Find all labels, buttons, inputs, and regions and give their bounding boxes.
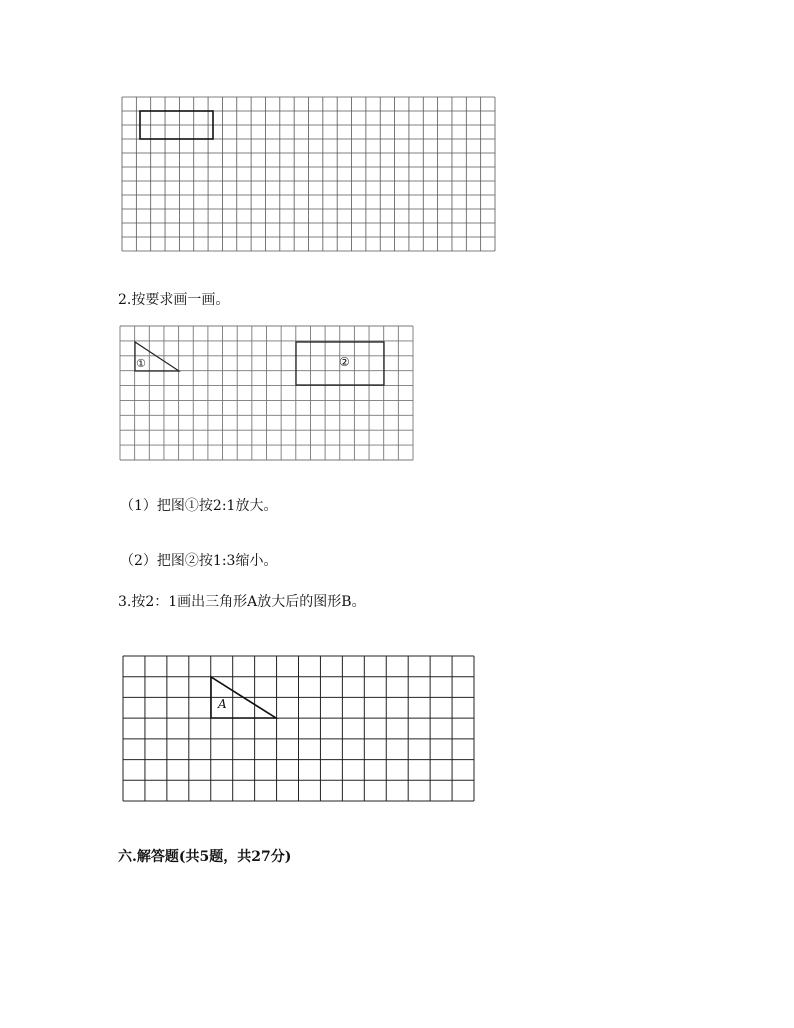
question-3-title: 3.按2：1画出三角形A放大后的图形B。 bbox=[118, 594, 366, 610]
triangle-a-label: A bbox=[218, 697, 227, 711]
section-6-title: 六.解答题(共5题，共27分) bbox=[118, 849, 292, 865]
question-2-item-1: （1）把图①按2:1放大。 bbox=[120, 498, 278, 514]
question-2-item-2: （2）把图②按1:3缩小。 bbox=[120, 553, 278, 569]
figure-2-label: ② bbox=[339, 355, 350, 369]
question-2-title: 2.按要求画一画。 bbox=[118, 292, 230, 308]
figure-1-label: ① bbox=[136, 357, 146, 370]
